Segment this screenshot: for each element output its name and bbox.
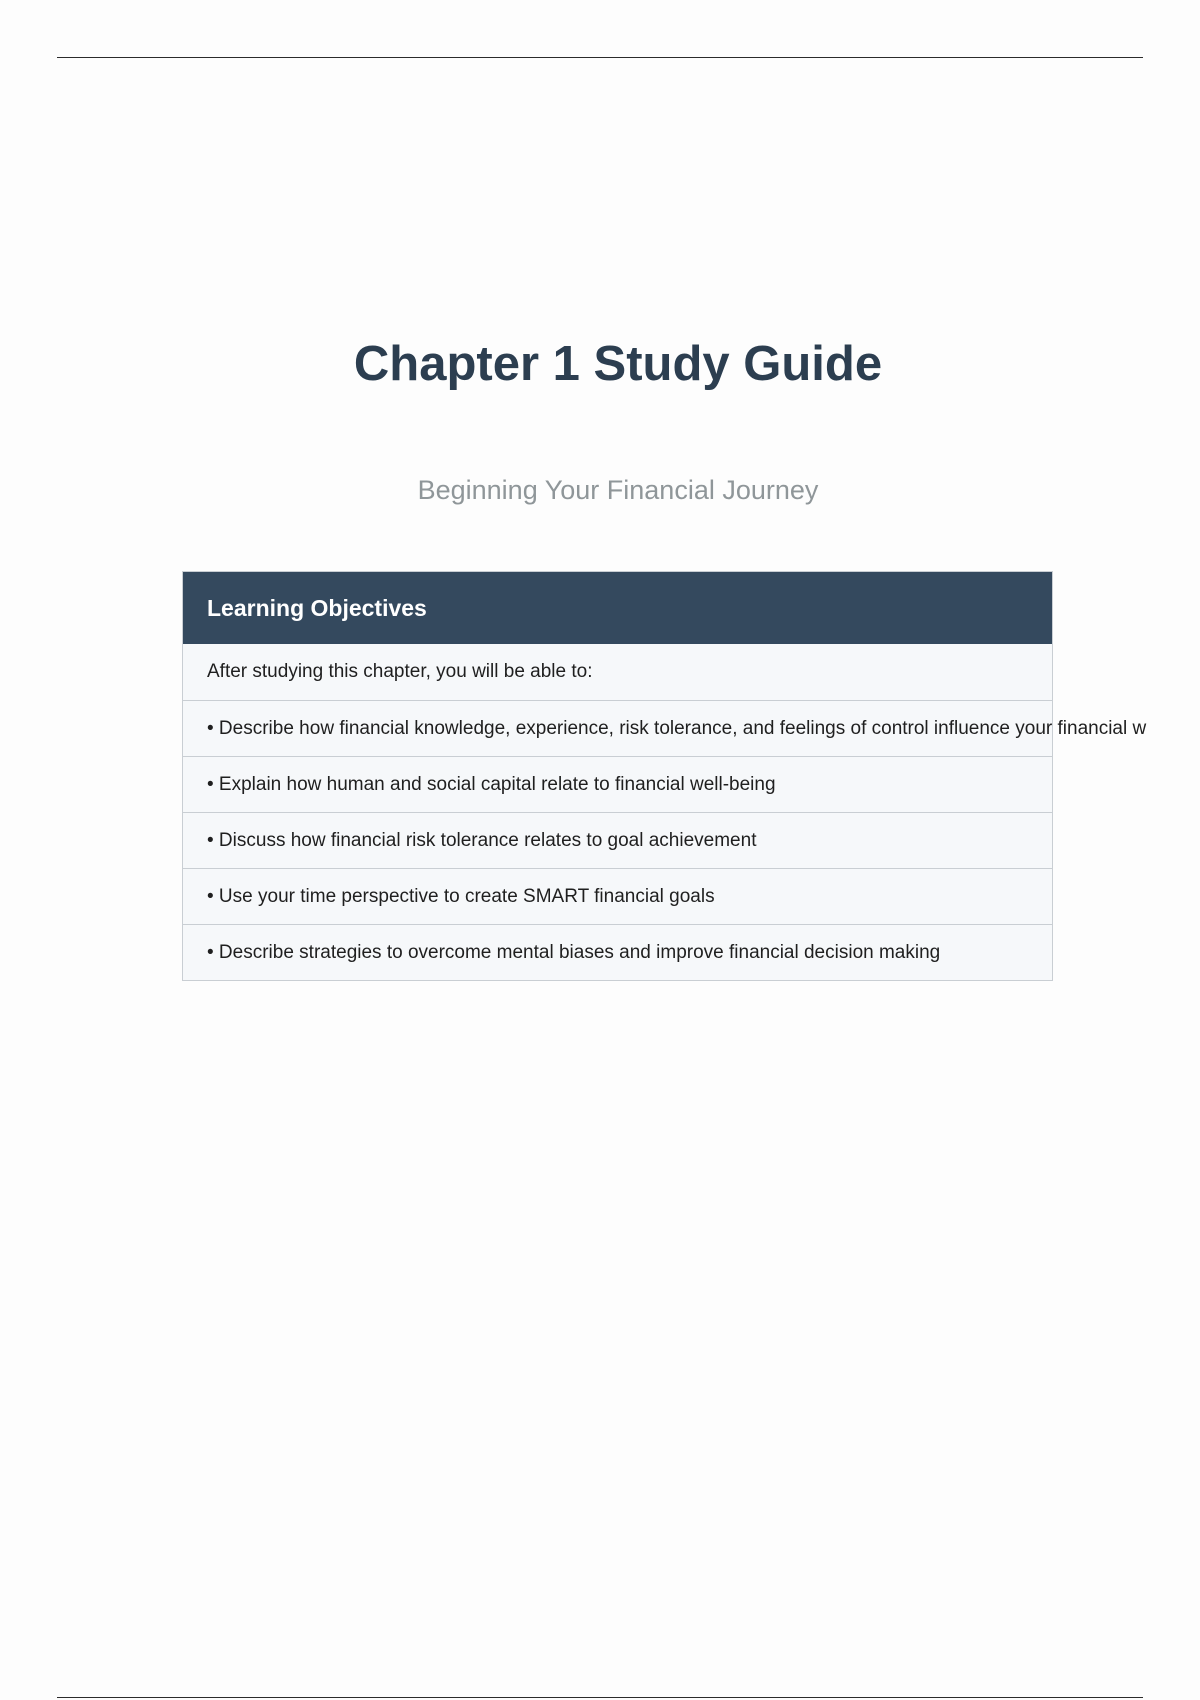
top-rule: [57, 57, 1143, 58]
learning-objectives-heading: Learning Objectives: [183, 572, 1052, 644]
objectives-intro: After studying this chapter, you will be able to:: [207, 661, 593, 682]
objective-item: • Describe how financial knowledge, experience, risk tolerance, and feelings of control influence your financial w: [183, 700, 1052, 756]
page-subtitle: Beginning Your Financial Journey: [417, 475, 819, 505]
page-title: Chapter 1 Study Guide: [353, 337, 883, 391]
objective-item: • Use your time perspective to create SMART financial goals: [183, 868, 1052, 924]
bottom-rule: [57, 1697, 1143, 1698]
objective-item: • Discuss how financial risk tolerance relates to goal achievement: [183, 812, 1052, 868]
objective-item: • Explain how human and social capital relate to financial well-being: [183, 756, 1052, 812]
objective-item: • Describe strategies to overcome mental biases and improve financial decision making: [183, 924, 1052, 980]
learning-objectives-table: [182, 571, 1147, 981]
